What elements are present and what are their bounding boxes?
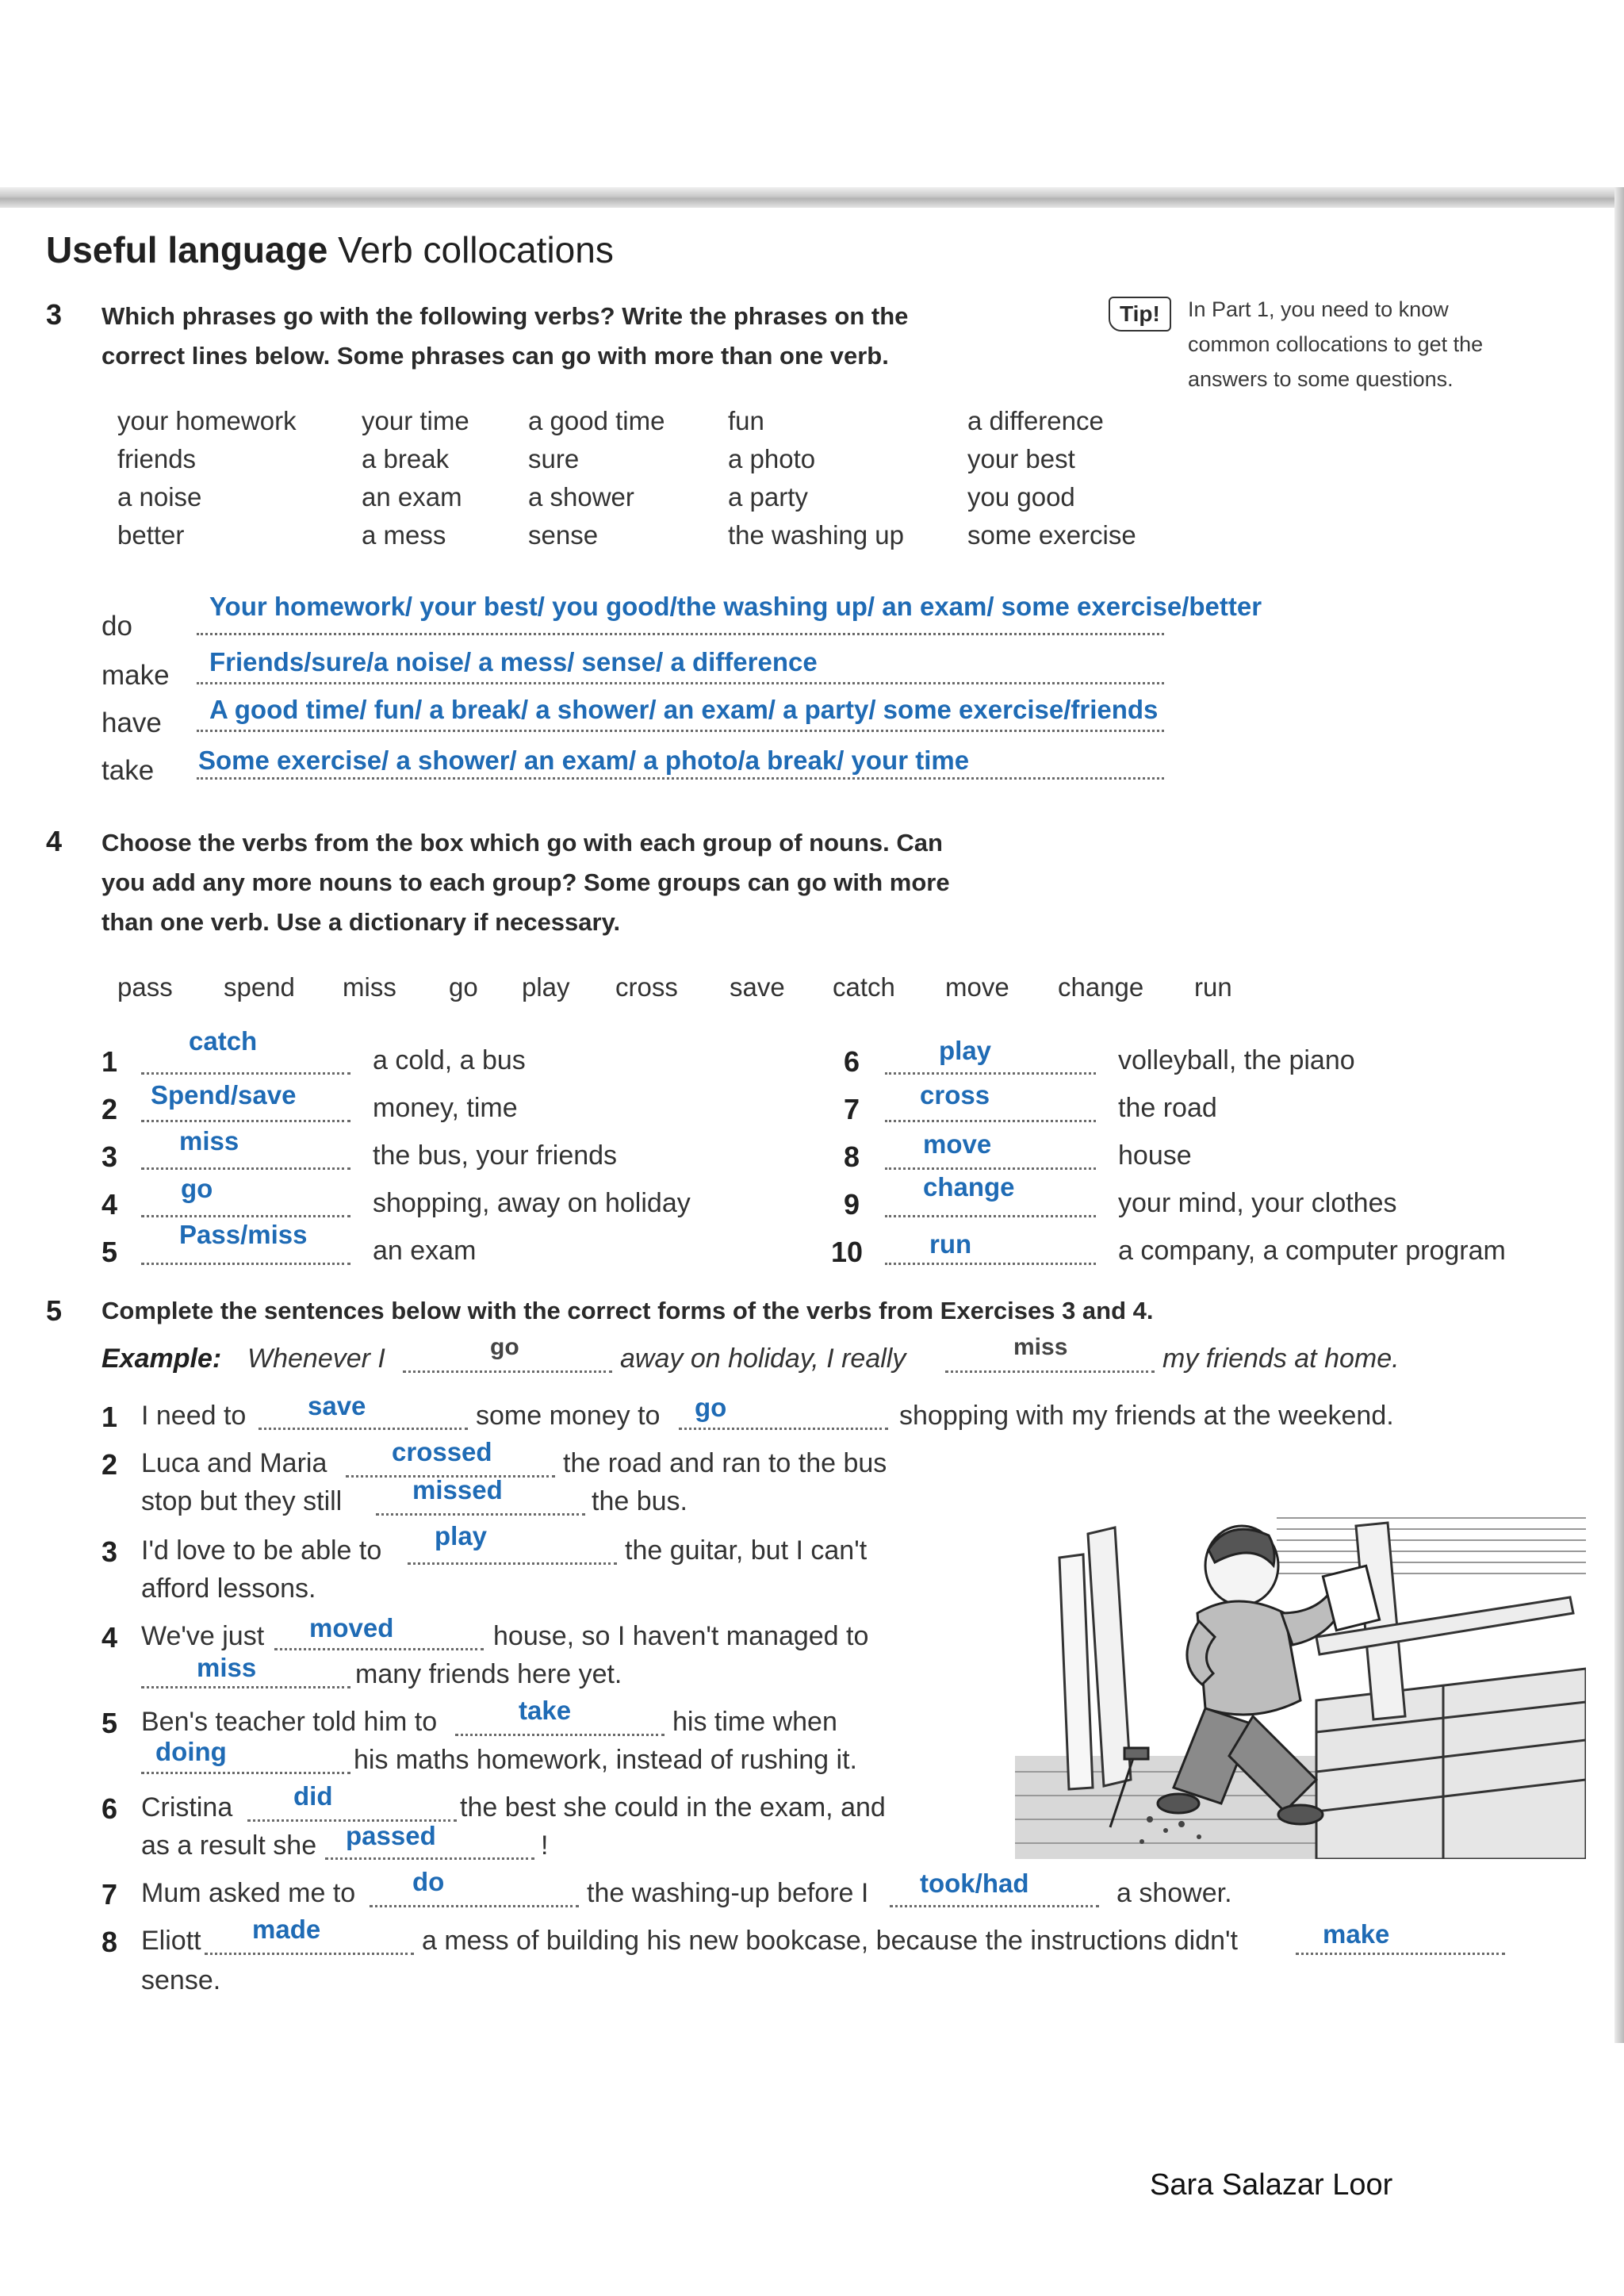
verb-option: save [730,972,785,1002]
item-number: 5 [102,1236,118,1268]
sentence-text: the road and ran to the bus [563,1448,887,1478]
answer-line [197,730,1164,732]
phrase: a party [728,482,808,512]
answer-4-5[interactable]: Pass/miss [179,1220,308,1249]
sentence-text: I'd love to be able to [141,1535,382,1566]
answer-line [408,1562,617,1565]
answer-line [945,1370,1155,1373]
item-number: 1 [102,1045,118,1078]
answer-4-4[interactable]: go [181,1174,213,1203]
phrase: your time [362,406,469,435]
tip-badge: Tip! [1109,297,1171,332]
verb-option: move [945,972,1009,1002]
stairs [1316,1669,1586,1859]
answer-line [376,1513,585,1516]
answer-5-8a[interactable]: made [252,1915,321,1944]
answer-4-8[interactable]: move [923,1129,992,1159]
answer-line [205,1953,414,1955]
example-label: Example: [102,1343,222,1374]
verb-option: cross [615,972,678,1002]
answer-line [197,777,1164,780]
sentence-number: 4 [102,1621,118,1654]
exercise-3-instructions: Which phrases go with the following verbs? Write the phrases on the correct lines below. Some phrases can go with more than one verb. [102,302,909,370]
section-title: Useful language Verb collocations [46,229,614,270]
answer-line [259,1428,468,1430]
sentence-text: the guitar, but I can't [625,1535,868,1566]
sentence-number: 1 [102,1401,118,1433]
sentence-text: the washing-up before I [587,1878,869,1908]
sentence-text: stop but they still [141,1486,343,1516]
phrase-column-4 [728,406,904,558]
noun-group: shopping, away on holiday [373,1188,691,1218]
answer-line [197,633,1164,635]
sentence-text: afford lessons. [141,1573,316,1604]
sentence-text: I need to [141,1401,247,1431]
scan-right-edge [1614,187,1624,2043]
answer-line [274,1648,484,1650]
verb-label-have: have [102,707,162,738]
sentence-text: a mess of building his new bookcase, because the instructions didn't [422,1926,1238,1956]
phrase: an exam [362,482,462,512]
answer-5-3[interactable]: play [435,1521,488,1550]
answer-5-4b[interactable]: miss [197,1653,257,1682]
answer-4-10[interactable]: run [929,1229,972,1259]
phrase-column-3 [528,406,665,558]
sentence-text: Eliott [141,1926,201,1956]
noun-group: a cold, a bus [373,1045,526,1075]
answer-line [141,1215,350,1217]
example-answer-1: go [490,1334,519,1360]
answer-do[interactable]: Your homework/ your best/ you good/the washing up/ an exam/ some exercise/better [209,592,1262,621]
phrase: sense [528,520,599,550]
answer-line [885,1215,1096,1217]
answer-line [1296,1953,1505,1955]
answer-4-7[interactable]: cross [920,1080,990,1110]
sentence-text: as a result she [141,1830,317,1861]
item-number: 7 [844,1093,860,1125]
exercise-5-instructions: Complete the sentences below with the correct forms of the verbs from Exercises 3 and 4. [102,1297,1154,1324]
verb-option: go [449,972,478,1002]
exercise-3-number: 3 [46,298,63,331]
answer-line [325,1857,534,1860]
phrase: a mess [362,520,446,550]
phrase: a good time [528,406,665,435]
answer-4-9[interactable]: change [923,1172,1015,1202]
answer-line [885,1120,1096,1122]
phrase: better [117,520,185,550]
answer-line [141,1263,350,1265]
phrase-column-2 [362,406,469,558]
answer-line [885,1167,1096,1170]
answer-5-1b[interactable]: go [695,1393,727,1422]
item-number: 4 [102,1188,118,1221]
answer-5-2a[interactable]: crossed [392,1437,492,1466]
sentence-number: 3 [102,1535,118,1568]
phrase: sure [528,444,580,473]
noun-group: the bus, your friends [373,1140,618,1171]
verb-option: miss [343,972,396,1002]
answer-take[interactable]: Some exercise/ a shower/ an exam/ a photo/a break/ your time [198,746,970,775]
answer-5-5a[interactable]: take [519,1696,572,1725]
sentence-text: many friends here yet. [355,1659,622,1689]
phrase: you good [967,482,1075,512]
answer-5-8b[interactable]: make [1323,1919,1390,1949]
sentence-text: ! [541,1830,549,1861]
answer-line [679,1428,888,1430]
answer-line [370,1905,579,1907]
noun-group: your mind, your clothes [1118,1188,1397,1218]
item-number: 8 [844,1140,860,1173]
sentence-text: the best she could in the exam, and [460,1792,886,1823]
answer-5-7b[interactable]: took/had [920,1869,1029,1898]
verb-option: run [1194,972,1232,1002]
exercise-5-number: 5 [46,1294,63,1327]
phrase: your homework [117,406,297,435]
item-number: 6 [844,1045,860,1078]
sentence-text: some money to [476,1401,661,1431]
answer-line [885,1263,1096,1265]
phrase: a difference [967,406,1104,435]
author-name: Sara Salazar Loor [1150,2168,1393,2202]
answer-4-1[interactable]: catch [189,1026,258,1056]
item-number: 2 [102,1093,118,1125]
answer-line [885,1072,1096,1075]
item-number: 10 [831,1236,864,1268]
answer-line [890,1905,1099,1907]
sentence-text: Cristina [141,1792,233,1823]
phrase: some exercise [967,520,1136,550]
sentence-text: the bus. [592,1486,688,1516]
noun-group: the road [1118,1093,1217,1123]
phrase-column-1 [117,406,297,558]
phrase: friends [117,444,197,473]
verb-option: spend [224,972,295,1002]
phrase: the washing up [728,520,904,550]
exercise-4-instructions: Choose the verbs from the box which go with each group of nouns. Can you add any more nouns to each group? Some groups can go with more than one verb. Use a dictionary if necessary. [102,829,950,936]
answer-line [141,1686,350,1688]
verb-option: pass [117,972,173,1002]
phrase: a break [362,444,450,473]
sentence-number: 6 [102,1792,118,1825]
sentence-text: We've just [141,1621,265,1651]
sentence-text: my friends at home. [1162,1343,1400,1374]
phrase: fun [728,406,764,435]
verb-option: catch [833,972,895,1002]
sentence-text: his time when [672,1707,837,1737]
answer-5-2b[interactable]: missed [412,1475,503,1504]
verb-label-make: make [102,660,170,691]
verb-option: change [1058,972,1144,1002]
item-number: 3 [102,1140,118,1173]
sentence-text: his maths homework, instead of rushing it. [354,1745,857,1775]
sentence-text: a shower. [1116,1878,1232,1908]
answer-have[interactable]: A good time/ fun/ a break/ a shower/ an exam/ a party/ some exercise/friends [209,695,1159,724]
exercise-4-number: 4 [46,825,63,857]
sentence-text: house, so I haven't managed to [493,1621,869,1651]
answer-line [455,1734,665,1736]
verb-label-take: take [102,755,155,786]
example-answer-2: miss [1013,1334,1068,1360]
answer-line [197,682,1164,684]
sentence-text: Ben's teacher told him to [141,1707,438,1737]
sentence-text: sense. [141,1965,221,1995]
phrase: a photo [728,444,816,473]
answer-5-7a[interactable]: do [412,1867,445,1896]
noun-group: house [1118,1140,1192,1171]
sentence-number: 2 [102,1448,118,1481]
sentence-text: Luca and Maria [141,1448,327,1478]
noun-group: volleyball, the piano [1118,1045,1355,1075]
answer-line [403,1370,612,1373]
sentence-number: 7 [102,1878,118,1911]
answer-4-2[interactable]: Spend/save [151,1080,297,1110]
item-number: 9 [844,1188,860,1221]
noun-group: money, time [373,1093,518,1123]
answer-line [141,1120,350,1122]
noun-group: an exam [373,1236,477,1266]
sentence-number: 8 [102,1926,118,1958]
answer-5-5b[interactable]: doing [155,1737,227,1766]
sentence-text: Mum asked me to [141,1878,356,1908]
tip-text: In Part 1, you need to know common collocations to get the answers to some questions. [1188,297,1484,391]
sentence-text: shopping with my friends at the weekend. [899,1401,1394,1431]
answer-4-6[interactable]: play [939,1036,992,1065]
answer-make[interactable]: Friends/sure/a noise/ a mess/ sense/ a difference [209,647,818,677]
answer-5-6a[interactable]: did [293,1781,333,1811]
phrase: a shower [528,482,634,512]
scan-top-edge [0,187,1624,208]
answer-4-3[interactable]: miss [179,1126,239,1156]
answer-line [141,1167,350,1170]
sentence-text: away on holiday, I really [620,1343,906,1374]
illustration-stair-repair [1015,1494,1586,1859]
answer-5-4a[interactable]: moved [309,1613,394,1642]
answer-5-1a[interactable]: save [308,1391,366,1420]
noun-group: a company, a computer program [1118,1236,1506,1266]
verb-option: play [522,972,570,1002]
sentence-text: Whenever I [247,1343,385,1374]
answer-line [141,1072,350,1075]
verb-label-do: do [102,611,132,642]
sentence-number: 5 [102,1707,118,1739]
answer-line [141,1772,350,1774]
phrase-column-5 [967,406,1136,558]
phrase: a noise [117,482,202,512]
phrase: your best [967,444,1075,473]
answer-5-6b[interactable]: passed [346,1821,436,1850]
